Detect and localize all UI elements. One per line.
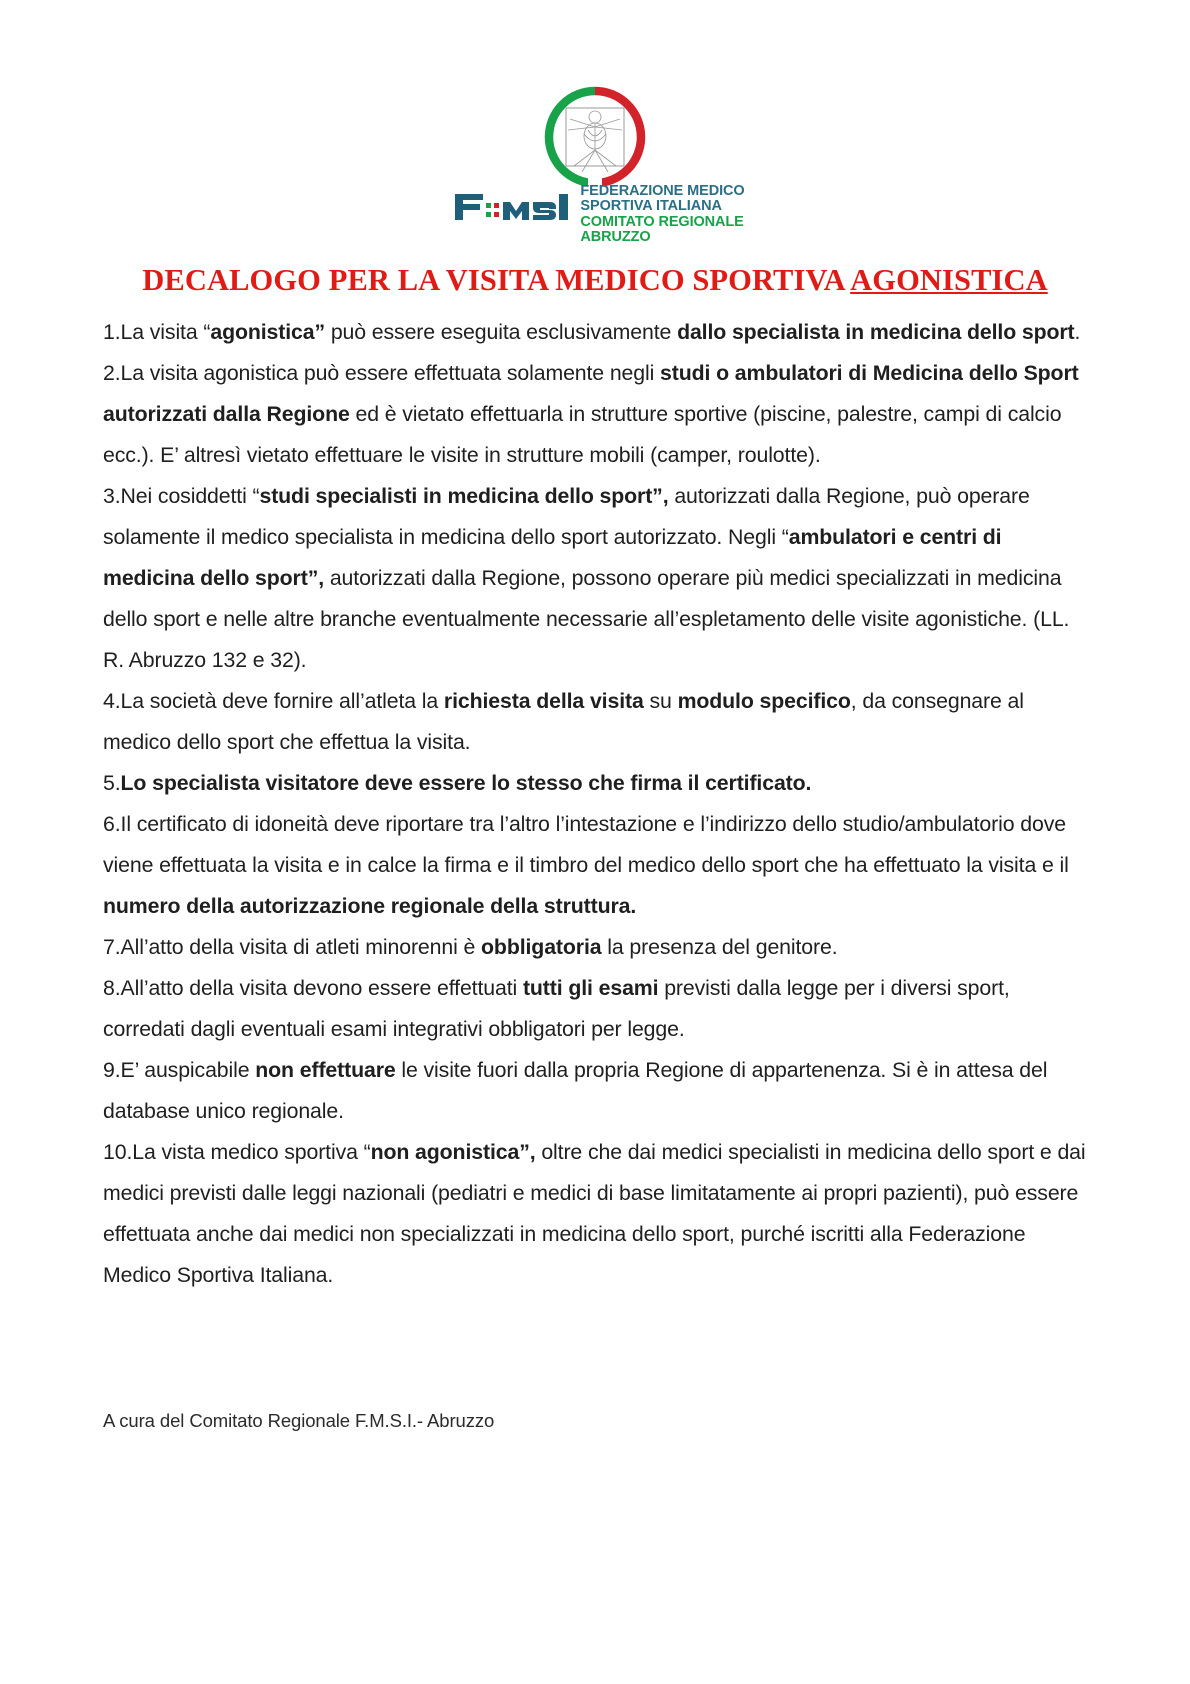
list-item <box>103 312 1087 353</box>
page-title <box>0 263 1190 298</box>
list-item-number: 7. <box>103 934 121 959</box>
page-title-plain: DECALOGO PER LA VISITA MEDICO SPORTIVA <box>142 263 851 298</box>
list-item-text: La visita agonistica può essere effettuata solamente negli studi o ambulatori di Medicina dello Sport autorizzati dalla Regione ed è vietato effettuarla in strutture sportive (piscine, palestre, campi di calcio ecc.). E’ altresì vietato effettuare le visite in strutture mobili (camper, roulotte). <box>103 360 1079 467</box>
fmsi-vitruvian-roundel-icon <box>544 86 646 188</box>
list-item-text: E’ auspicabile non effettuare le visite fuori dalla propria Regione di appartenenza. Si è in attesa del database unico regionale. <box>103 1057 1048 1123</box>
logo-line-comitato: COMITATO REGIONALE <box>580 213 744 230</box>
logo-line-federazione: FEDERAZIONE MEDICO <box>580 183 745 199</box>
list-item-text: La società deve fornire all’atleta la richiesta della visita su modulo specifico, da consegnare al medico dello sport che effettua la visita. <box>103 688 1024 754</box>
logo-line-abruzzo: ABRUZZO <box>580 229 651 246</box>
list-item <box>103 1132 1087 1296</box>
list-item-number: 5. <box>103 770 121 795</box>
list-item-number: 10. <box>103 1139 133 1164</box>
list-item-number: 6. <box>103 811 121 836</box>
list-item <box>103 804 1087 927</box>
logo-lockup <box>445 184 744 245</box>
list-item-number: 1. <box>103 319 121 344</box>
list-item <box>103 681 1087 763</box>
list-item-text: La vista medico sportiva “non agonistica”, oltre che dai medici specialisti in medicina dello sport e dai medici previsti dalle leggi nazionali (pediatri e medici di base limitatamente ai propri pazienti), può essere effettuata anche dai medici non specializzati in medicina dello sport, purché iscritti alla Federazione Medico Sportiva Italiana. <box>103 1139 1086 1287</box>
list-item-text: Lo specialista visitatore deve essere lo stesso che firma il certificato. <box>120 770 812 795</box>
list-item-text: All’atto della visita devono essere effettuati tutti gli esami previsti dalla legge per i diversi sport, corredati dagli eventuali esami integrativi obbligatori per legge. <box>103 975 1010 1041</box>
list-item-text: Il certificato di idoneità deve riportare tra l’altro l’intestazione e l’indirizzo dello studio/ambulatorio dove viene effettuata la visita e in calce la firma e il timbro del medico dello sport che ha effettuato la visita e il numero della autorizzazione regionale della struttura. <box>103 811 1069 918</box>
logo-line-sportiva: SPORTIVA ITALIANA <box>580 198 722 215</box>
list-item <box>103 353 1087 476</box>
fmsi-wordmark-icon <box>453 190 571 224</box>
list-item-number: 3. <box>103 483 121 508</box>
list-item-number: 9. <box>103 1057 121 1082</box>
list-item-number: 4. <box>103 688 121 713</box>
logo-mark-wrap <box>0 86 1190 188</box>
logo-block <box>0 0 1190 245</box>
decalogo-list <box>0 312 1190 1296</box>
page-title-underlined: AGONISTICA <box>850 263 1048 298</box>
list-item <box>103 968 1087 1050</box>
list-item-text: All’atto della visita di atleti minorenni è obbligatoria la presenza del genitore. <box>120 934 838 959</box>
list-item-text: Nei cosiddetti “studi specialisti in medicina dello sport”, autorizzati dalla Regione, può operare solamente il medico specialista in medicina dello sport autorizzato. Negli “ambulatori e centri di medicina dello sport”, autorizzati dalla Regione, possono operare più medici specializzati in medicina dello sport e nelle altre branche eventualmente necessarie all’espletamento delle visite agonistiche. (LL. R. Abruzzo 132 e 32). <box>103 483 1070 672</box>
list-item <box>103 476 1087 681</box>
list-item <box>103 1050 1087 1132</box>
footer-credit: A cura del Comitato Regionale F.M.S.I.- Abruzzo <box>103 1410 495 1431</box>
list-item-number: 8. <box>103 975 121 1000</box>
logo-text-block <box>580 184 744 245</box>
list-item <box>103 927 1087 968</box>
list-item-number: 2. <box>103 360 121 385</box>
list-item-text: La visita “agonistica” può essere eseguita esclusivamente dallo specialista in medicina dello sport. <box>120 319 1081 344</box>
list-item <box>103 763 1087 804</box>
